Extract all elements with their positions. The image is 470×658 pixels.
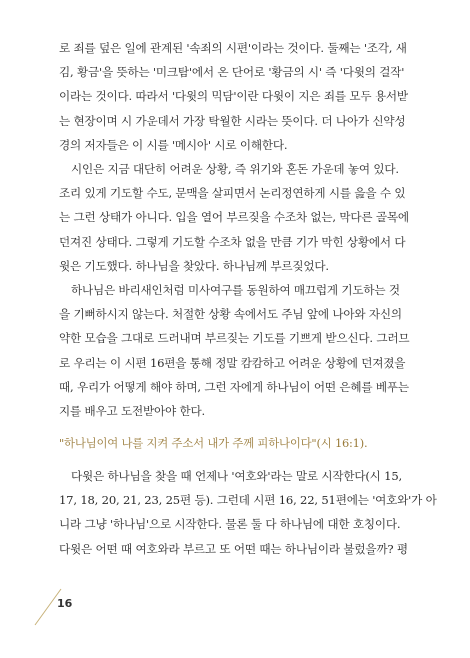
paragraph-2 [59, 157, 420, 278]
text-line: 하나님은 바리새인처럼 미사여구를 동원하여 매끄럽게 기도하는 것 [71, 283, 400, 297]
text-line: 로 우리는 이 시편 16편을 통해 정말 캄캄하고 어려운 상황에 던져졌을 [59, 355, 406, 370]
text-line: 니라 그냥 '하나님'으로 시작한다. 물론 둘 다 하나님에 대한 호칭이다. [59, 517, 401, 532]
text-line: 때, 우리가 어떻게 해야 하며, 그런 자에게 하나님이 어떤 은혜를 베푸는 [59, 379, 409, 394]
paragraph-1 [59, 36, 420, 157]
text-line: 시인은 지금 대단히 어려운 상황, 즉 위기와 혼돈 가운데 놓여 있다. [71, 162, 399, 176]
text-line: 윗은 기도했다. 하나님을 찾았다. 하나님께 부르짖었다. [59, 258, 329, 273]
page-number: 16 [57, 597, 73, 610]
text-line: 경의 저자들은 이 시를 '메시아' 시로 이해한다. [59, 137, 288, 152]
text-line: 다윗은 어떤 때 여호와라 부르고 또 어떤 때는 하나님이라 불렀을까? 평 [59, 541, 408, 556]
text-line: 조리 있게 기도할 수도, 문맥을 살피면서 논리정연하게 시를 읊을 수 있 [59, 186, 406, 201]
text-line: 는 그런 상태가 아니다. 입을 열어 부르짖을 수조차 없는, 막다른 골목에 [59, 210, 409, 225]
text-line: 이라는 것이다. 따라서 '다윗의 믹담'이란 다윗이 지은 죄를 모두 용서받 [59, 89, 408, 104]
paragraph-4 [59, 464, 437, 561]
text-line: 김, 황금'을 뜻하는 '미크탐'에서 온 단어로 '황금의 시' 즉 '다윗의 걸작' [59, 65, 405, 80]
text-line: 로 죄를 덮은 일에 관계된 '속죄의 시편'이라는 것이다. 둘째는 '조각, 새 [59, 41, 407, 55]
text-line: 다윗은 하나님을 찾을 때 언제나 '여호와'라는 말로 시작한다(시 15, [71, 469, 403, 483]
text-line: 던져진 상태다. 그렇게 기도할 수조차 없을 만큼 기가 막힌 상황에서 다 [59, 234, 406, 249]
text-line: 약한 모습을 그대로 드러내며 부르짖는 기도를 기쁘게 받으신다. 그러므 [59, 331, 410, 346]
paragraph-3 [59, 278, 420, 423]
text-line: 는 현장이며 시 가운데서 가장 탁월한 시라는 뜻이다. 더 나아가 신약성 [59, 113, 406, 128]
text-line: 17, 18, 20, 21, 23, 25편 등). 그런데 시편 16, 22, 51편에는 '여호와'가 아 [59, 493, 437, 508]
text-line: 을 기뻐하시지 않는다. 처절한 상황 속에서도 주님 앞에 나아와 자신의 [59, 307, 402, 322]
scripture-quote: "하나님이여 나를 지켜 주소서 내가 주께 피하나이다"(시 16:1). [59, 436, 368, 450]
text-line: 지를 배우고 도전받아야 한다. [59, 404, 205, 419]
